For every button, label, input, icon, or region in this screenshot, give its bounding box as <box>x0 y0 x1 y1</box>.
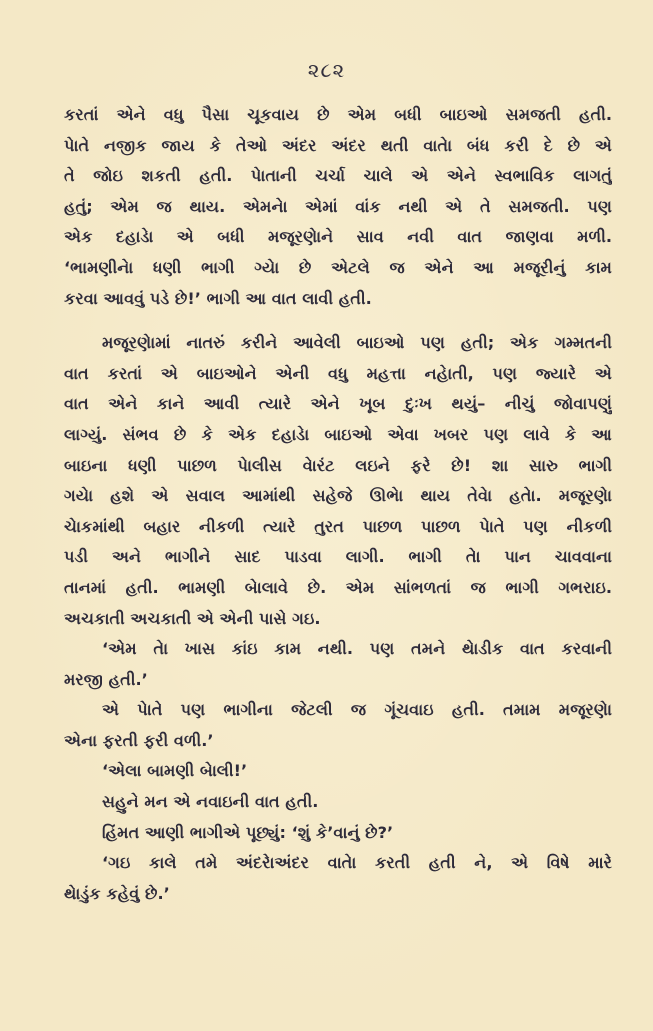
paragraph <box>64 328 612 634</box>
text-line: હતું; એમ જ થાય. એમનેા એમાં વાંક નથી એ તે સમજતી. પણ <box>64 196 612 216</box>
paragraph <box>64 848 612 909</box>
paragraph <box>64 756 612 787</box>
text-line: ચેાકમાંથી બહાર નીકળી ત્યારે તુરત પાછળ પાછળ પેાતે પણ નીકળી <box>64 516 612 536</box>
paragraph <box>64 634 612 695</box>
text-line: અચકાતી અચકાતી એ એની પાસે ગઇ. <box>64 608 321 628</box>
text-line: એક દહાડેા એ બધી મજૂરણેાને સાવ નવી વાત જાણવા મળી. <box>64 227 612 247</box>
text-line: ‘એલા બામણી બેાલી!’ <box>102 761 248 781</box>
text-line: ‘ગઇ કાલે તમે અંદરેાઅંદર વાતેા કરતી હતી ને, એ વિષે મારે <box>102 853 612 873</box>
paragraph <box>64 787 612 818</box>
text-line: ગયેા હશે એ સવાલ આમાંથી સહેજે ઊભેા થાય તેવેા હતેા. મજૂરણેા <box>64 486 612 506</box>
text-line: ‘એમ તેા ખાસ કાંઇ કામ નથી. પણ તમને થેાડીક વાત કરવાની <box>102 639 612 659</box>
text-line: પેાતે નજીક જાય કે તેઓ અંદર અંદર થતી વાતેા બંધ કરી દે છે એ <box>64 135 612 155</box>
text-line: ‘ભામણીનેા ધણી ભાગી ગ્યેા છે એટલે જ એને આ મજૂરીનું કામ <box>64 257 612 277</box>
page-number: ૨૮૨ <box>307 58 346 82</box>
text-line: એ પેાતે પણ ભાગીના જેટલી જ ગૂંચવાઇ હતી. તમામ મજૂરણેા <box>102 700 612 720</box>
text-line: મરજી હતી.’ <box>64 669 148 689</box>
text-line: પડી અને ભાગીને સાદ પાડવા લાગી. ભાગી તેા પાન ચાવવાના <box>64 547 612 567</box>
text-line: એના ફરતી ફરી વળી.’ <box>64 730 214 750</box>
paragraph-gap <box>64 314 612 328</box>
text-line: થેાડુંક કહેવું છે.’ <box>64 883 170 903</box>
paragraph <box>64 818 612 849</box>
paragraph <box>64 100 612 314</box>
text-line: લાગ્યું. સંભવ છે કે એક દહાડેા બાઇઓ એવા ખબર પણ લાવે કે આ <box>64 424 612 444</box>
text-line: મજૂરણેામાં નાતરું કરીને આવેલી બાઇઓ પણ હતી; એક ગમ્મતની <box>102 333 612 353</box>
text-line: હિંમત આણી ભાગીએ પૂછ્યું: ‘શું કે’વાનું છે?’ <box>102 822 394 842</box>
text-line: સહુને મન એ નવાઇની વાત હતી. <box>102 792 319 812</box>
text-line: તે જોઇ શકતી હતી. પેાતાની ચર્ચા ચાલે એ એને સ્વભાવિક લાગતું <box>64 166 612 186</box>
text-line: કરવા આવવું પડે છે!’ ભાગી આ વાત લાવી હતી. <box>64 288 372 308</box>
paragraph <box>64 695 612 756</box>
text-line: બાઇના ધણી પાછળ પેાલીસ વેારંટ લઇને ફરે છે! શા સારુ ભાગી <box>64 455 612 475</box>
page-body <box>64 100 612 909</box>
text-line: વાત એને કાને આવી ત્યારે એને ખૂબ દુઃખ થયું– નીચું જોવાપણું <box>64 394 612 414</box>
text-line: તાનમાં હતી. ભામણી બેાલાવે છે. એમ સાંભળતાં જ ભાગી ગભરાઇ. <box>64 577 612 597</box>
text-line: કરતાં એને વધુ પૈસા ચૂકવાય છે એમ બધી બાઇઓ સમજતી હતી. <box>64 105 612 124</box>
text-line: વાત કરતાં એ બાઇઓને એની વધુ મહત્તા નહેાતી, પણ જ્યારે એ <box>64 363 612 383</box>
